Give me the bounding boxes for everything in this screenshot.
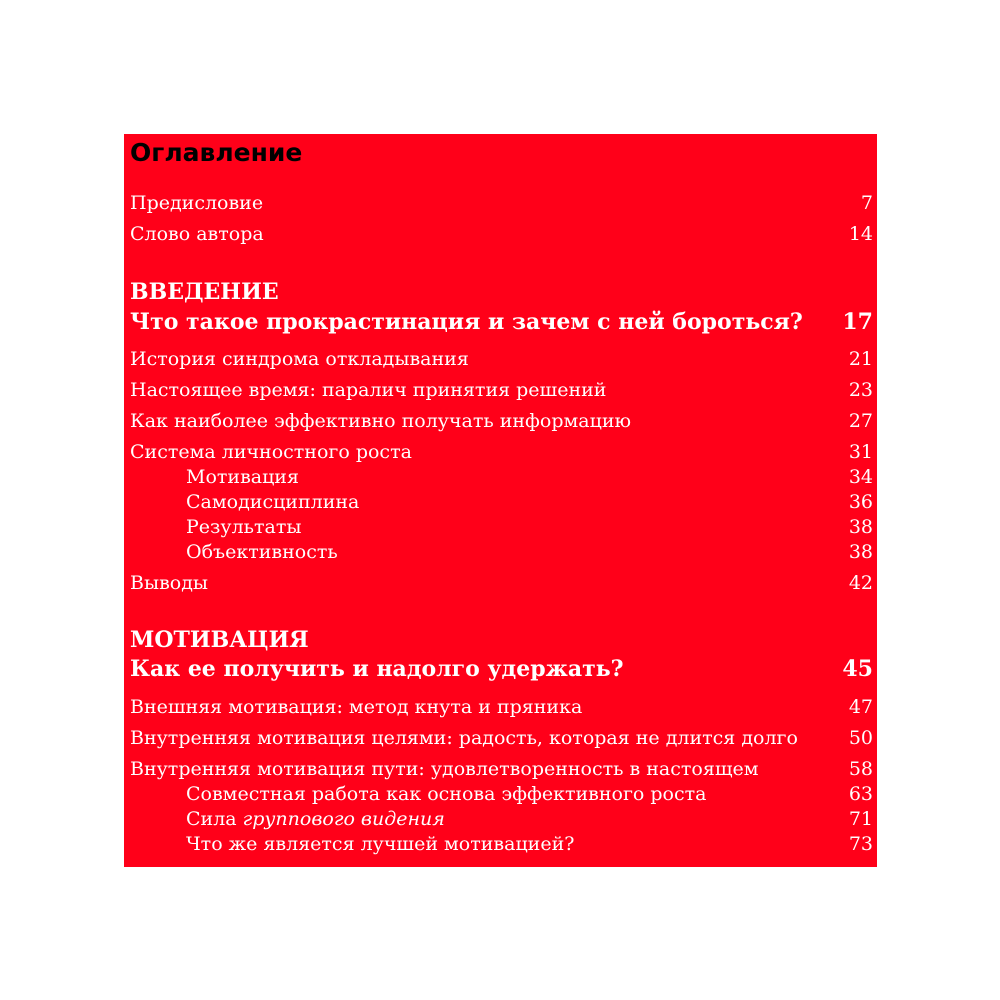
toc-subentry[interactable] <box>186 782 873 806</box>
toc-entry-label: Результаты <box>186 516 302 538</box>
toc-entry-page: 73 <box>848 833 873 855</box>
toc-entry-page: 23 <box>848 379 873 401</box>
toc-entry-label: Мотивация <box>186 466 299 488</box>
toc-entry-page: 14 <box>848 223 873 245</box>
toc-entry-page: 34 <box>848 466 873 488</box>
toc-entry-label: Система личностного роста <box>130 441 412 463</box>
toc-entry-page: 27 <box>848 410 873 432</box>
toc-entry-page: 36 <box>848 491 873 513</box>
toc-entry-label: Внутренняя мотивация целями: радость, которая не длится долго <box>130 727 798 749</box>
toc-entry-author-word[interactable] <box>130 222 873 246</box>
toc-entry[interactable] <box>130 378 873 402</box>
toc-subentry[interactable] <box>186 540 873 564</box>
toc-entry-label: Внутренняя мотивация пути: удовлетворенность в настоящем <box>130 758 759 780</box>
toc-entry-page: 7 <box>860 192 873 214</box>
toc-subentry[interactable] <box>186 465 873 489</box>
toc-entry-conclusion[interactable] <box>130 571 873 595</box>
toc-subentry[interactable] <box>186 515 873 539</box>
toc-entry[interactable] <box>130 695 873 719</box>
toc-entry[interactable] <box>130 409 873 433</box>
toc-subentry[interactable] <box>186 490 873 514</box>
toc-entry-page: 31 <box>848 441 873 463</box>
chapter-heading-label: Как ее получить и надолго удержать? <box>130 656 624 682</box>
toc-entry-label: История синдрома откладывания <box>130 348 469 370</box>
toc-entry-label: Слово автора <box>130 223 264 245</box>
section-title-motivation: МОТИВАЦИЯ <box>130 627 309 653</box>
toc-entry-label: Выводы <box>130 572 209 594</box>
section-title-intro: ВВЕДЕНИЕ <box>130 279 279 305</box>
toc-entry[interactable] <box>130 726 873 750</box>
toc-entry[interactable] <box>130 757 873 781</box>
toc-entry-page: 71 <box>848 808 873 830</box>
toc-entry-page: 47 <box>848 696 873 718</box>
toc-entry-page: 42 <box>848 572 873 594</box>
toc-entry[interactable] <box>130 347 873 371</box>
toc-entry-label-prefix: Сила <box>186 808 243 830</box>
toc-entry-label: Что же является лучшей мотивацией? <box>186 833 575 855</box>
toc-entry-label-italic: группового видения <box>242 808 445 830</box>
toc-entry-label: Как наиболее эффективно получать информацию <box>130 410 632 432</box>
toc-entry-page: 58 <box>848 758 873 780</box>
toc-entry-label: Самодисциплина <box>186 491 360 513</box>
chapter-heading-page: 45 <box>842 656 873 682</box>
toc-entry-preface[interactable] <box>130 191 873 215</box>
toc-entry-label: Настоящее время: паралич принятия решений <box>130 379 607 401</box>
chapter-heading-intro[interactable] <box>130 308 873 336</box>
chapter-heading-label: Что такое прокрастинация и зачем с ней бороться? <box>130 309 803 335</box>
table-of-contents <box>124 134 877 867</box>
toc-entry-label: Внешняя мотивация: метод кнута и пряника <box>130 696 583 718</box>
page-title: Оглавление <box>130 138 303 167</box>
toc-entry[interactable] <box>130 440 873 464</box>
toc-subentry[interactable] <box>186 807 873 831</box>
toc-subentry[interactable] <box>186 832 873 856</box>
toc-entry-label <box>186 807 445 831</box>
toc-entry-page: 21 <box>848 348 873 370</box>
chapter-heading-page: 17 <box>842 309 873 335</box>
toc-entry-page: 38 <box>848 516 873 538</box>
toc-entry-page: 63 <box>848 783 873 805</box>
toc-entry-page: 38 <box>848 541 873 563</box>
toc-entry-label: Совместная работа как основа эффективного роста <box>186 783 707 805</box>
toc-entry-label: Предисловие <box>130 192 264 214</box>
toc-entry-label: Объективность <box>186 541 338 563</box>
toc-entry-page: 50 <box>848 727 873 749</box>
chapter-heading-motivation[interactable] <box>130 655 873 683</box>
